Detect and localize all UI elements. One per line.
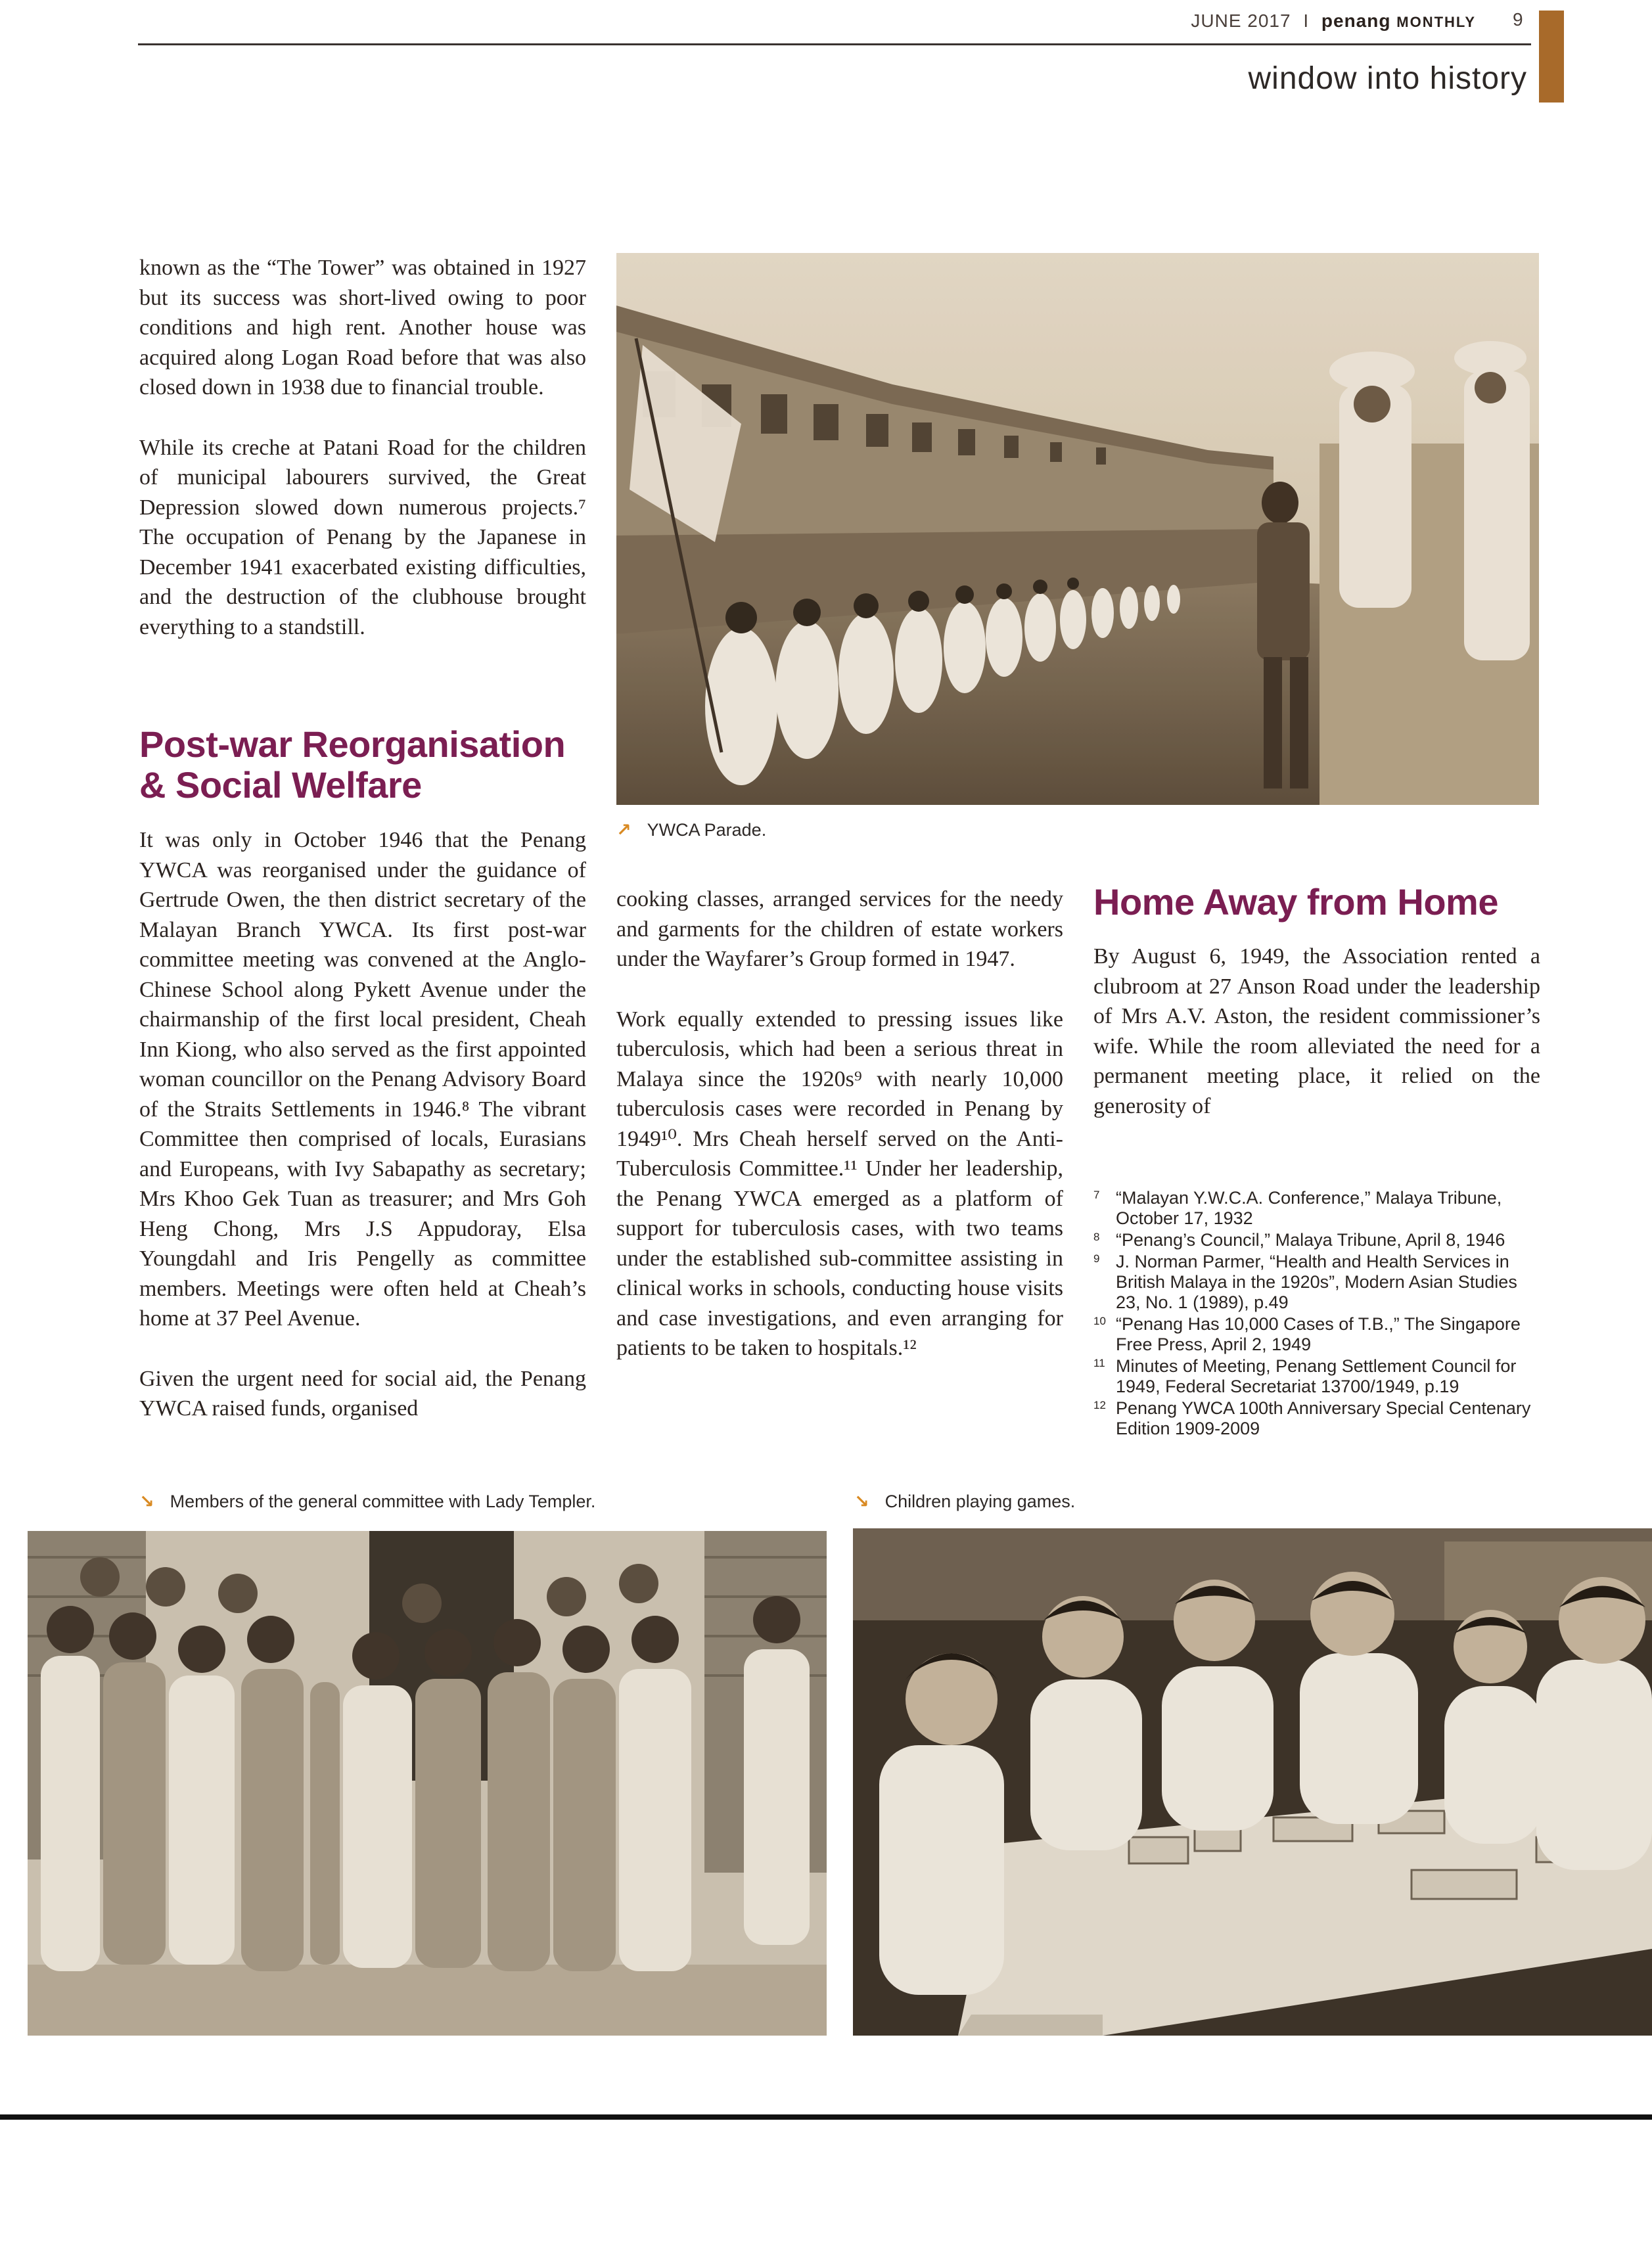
caption-arrow-icon: ↘ [854, 1492, 869, 1511]
brand-suffix: MONTHLY [1396, 14, 1476, 30]
children-image [853, 1528, 1652, 2036]
paragraph: Given the urgent need for social aid, the Penang YWCA raised funds, organised [139, 1366, 586, 1421]
page-number: 9 [1513, 9, 1523, 30]
footnote: 11 Minutes of Meeting, Penang Settlement Council for 1949, Federal Secretariat 13700/1949, p.19 [1093, 1356, 1517, 1396]
paragraph: It was only in October 1946 that the Penang YWCA was reorganised under the guidance of Gertrude Owen, the then district secretary of the Malayan Branch YWCA. Its first post-war committee meeting was convened at the Anglo-Chinese School along Pykett Avenue under the chairmanship of the first local president, Cheah Inn Kiong, who also served as the first appointed woman councillor on the Penang Advisory Board of the Straits Settlements in 1946.⁸ The vibrant Committee then comprised of locals, Eurasians and Europeans, with Ivy Sabapathy as secretary; Mrs Khoo Gek Tuan as treasurer; and Mrs Goh Heng Chong, Mrs J.S Appudoray, Elsa Youngdahl and Iris Pengelly as committee members. Meetings were often held at Cheah’s home at 37 Peel Avenue. [139, 828, 586, 1331]
page-bottom-edge [0, 2114, 1652, 2120]
column-1-upper [139, 253, 586, 672]
issue-line [1191, 11, 1476, 32]
issue-separator: I [1303, 11, 1310, 31]
photo-ywca-parade [616, 253, 1539, 805]
heading-home-away: Home Away from Home [1093, 881, 1498, 923]
caption-arrow-icon: ↗ [616, 820, 631, 840]
caption-text: Members of the general committee with Lady Templer. [170, 1492, 596, 1511]
footnotes [1093, 1188, 1540, 1440]
paragraph: known as the “The Tower” was obtained in 1927 but its success was short-lived owing to poor conditions and high rent. Another house was acquired along Logan Road before that was also closed down in 1938 due to financial trouble. [139, 256, 586, 399]
footnote: 7 “Malayan Y.W.C.A. Conference,” Malaya Tribune, October 17, 1932 [1093, 1188, 1502, 1228]
photo-children-playing [853, 1528, 1652, 2036]
committee-image [28, 1531, 827, 2036]
issue-date: JUNE 2017 [1191, 11, 1291, 31]
footnote: 8 “Penang’s Council,” Malaya Tribune, April 8, 1946 [1093, 1230, 1505, 1250]
header-rule [138, 43, 1531, 45]
brand-name: penang [1321, 11, 1391, 31]
section-color-tab [1539, 11, 1564, 103]
caption-arrow-icon: ↘ [139, 1492, 154, 1511]
photo-general-committee [28, 1531, 827, 2036]
caption-committee [139, 1492, 595, 1512]
footnote: 12 Penang YWCA 100th Anniversary Special Centenary Edition 1909-2009 [1093, 1398, 1531, 1438]
caption-children [854, 1492, 1075, 1512]
parade-image [616, 253, 1539, 805]
heading-post-war: Post-war Reorganisation & Social Welfare [139, 723, 566, 806]
paragraph: By August 6, 1949, the Association rented a clubroom at 27 Anson Road under the leadership of Mrs A.V. Aston, the resident commissioner’s wife. While the room alleviated the need for a permanent meeting place, it relied on the generosity of [1093, 944, 1540, 1118]
caption-text: Children playing games. [884, 1492, 1076, 1511]
footnote: 9 J. Norman Parmer, “Health and Health Services in British Malaya in the 1920s”, Modern Asian Studies 23, No. 1 (1989), p.49 [1093, 1252, 1517, 1312]
paragraph: While its creche at Patani Road for the children of municipal labourers survived, the Great Depression slowed down numerous projects.⁷ The occupation of Penang by the Japanese in December 1941 exacerbated existing difficulties, and the destruction of the clubhouse brought everything to a standstill. [139, 435, 586, 639]
caption-text: YWCA Parade. [647, 820, 767, 840]
caption-parade [616, 820, 766, 840]
column-2 [616, 884, 1063, 1394]
footnote: 10 “Penang Has 10,000 Cases of T.B.,” The Singapore Free Press, April 2, 1949 [1093, 1314, 1521, 1354]
column-3 [1093, 942, 1540, 1151]
column-1-lower [139, 825, 586, 1454]
section-label: window into history [1248, 61, 1527, 96]
paragraph: Work equally extended to pressing issues like tuberculosis, which had been a serious threat in Malaya since the 1920s⁹ with nearly 10,000 tuberculosis cases were recorded in Penang by 1949¹⁰. Mrs Cheah herself served on the Anti-Tuberculosis Committee.¹¹ Under her leadership, the Penang YWCA emerged as a platform of support for tuberculosis cases, with two teams under the established sub-committee assisting in clinical works in schools, conducting house visits and case investigations, and even arranging for patients to be taken to hospitals.¹² [616, 1007, 1063, 1360]
paragraph: cooking classes, arranged services for the needy and garments for the children of estate workers under the Wayfarer’s Group formed in 1947. [616, 887, 1063, 971]
